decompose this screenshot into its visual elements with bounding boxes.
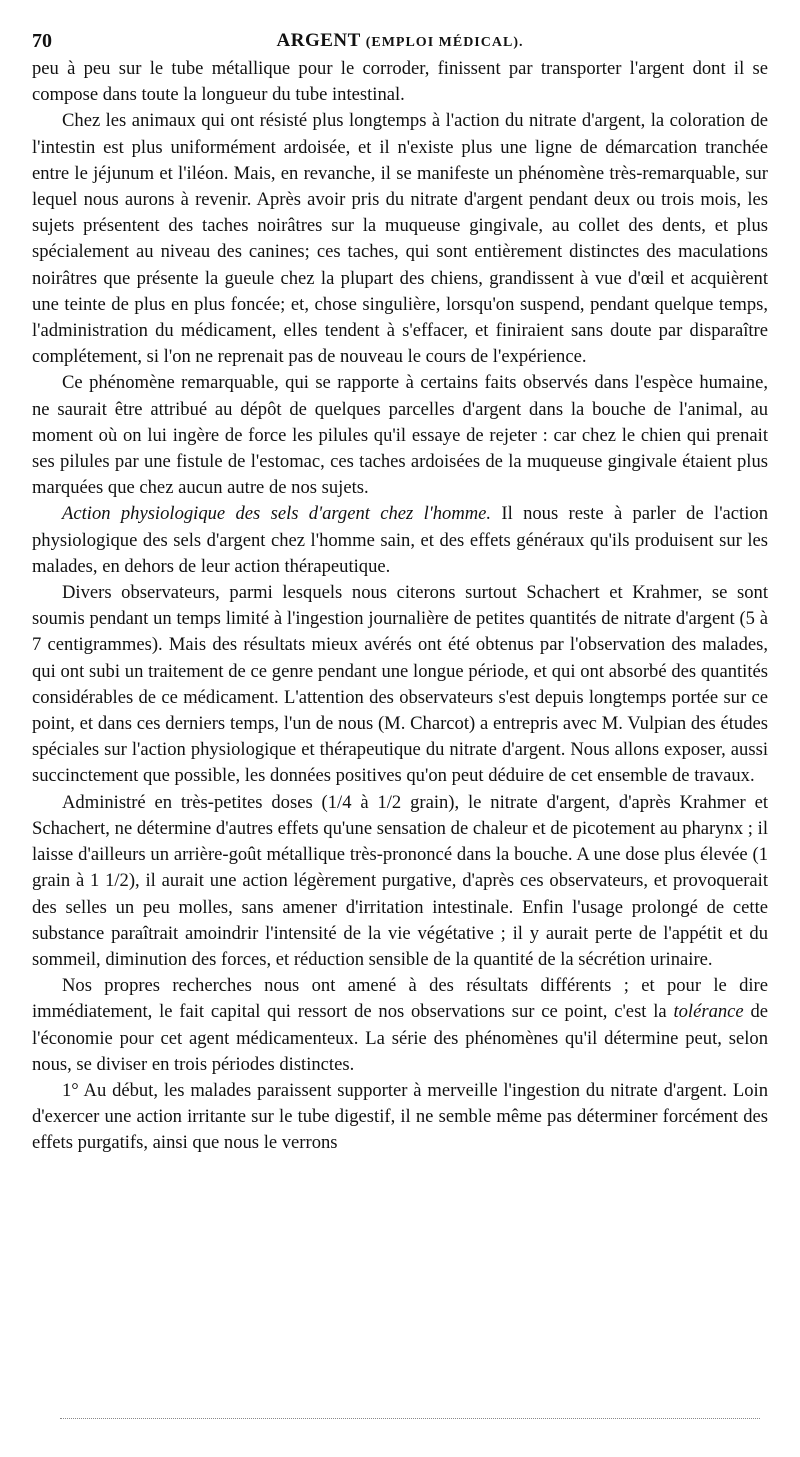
body-text bbox=[32, 56, 768, 1157]
paragraph-text: Il nous reste à parler de l'action physiologique des sels d'argent chez l'homme sain, et des effets généraux qu'ils produisent sur les malades, en dehors de leur action thérapeutique. bbox=[32, 503, 768, 577]
paragraph-text: de l'économie pour cet agent médicamenteux. La série des phénomènes qu'il détermine peut, selon nous, se diviser en trois périodes distinctes. bbox=[32, 1001, 769, 1075]
paragraph-text: Nos propres recherches nous ont amené à des résultats différents ; et pour le dire immédiatement, le fait capital qui ressort de nos observations sur ce point, c'est la bbox=[32, 975, 768, 1023]
bottom-rule bbox=[60, 1418, 760, 1419]
paragraph-text: Divers observateurs, parmi lesquels nous citerons surtout Schachert et Krahmer, se sont soumis pendant un temps limité à l'ingestion journalière de petites quantités de nitrate d'argent (5 à 7 centigrammes). Mais des résultats mieux avérés ont été obtenus par l'observation des malades, qui ont subi un traitement de ce genre pendant une longue période, et qui ont absorbé des quantités considérables de ce médicament. L'attention des observateurs s'est depuis longtemps portée sur ce point, et dans ces derniers temps, l'un de nous (M. Charcot) a entrepris avec M. Vulpian des études spéciales sur l'action physiologique et thérapeutique du nitrate d'argent. Nous allons exposer, aussi succinctement que possible, les données positives qu'on peut déduire de cet ensemble de travaux. bbox=[32, 582, 768, 787]
paragraph bbox=[32, 580, 768, 790]
paragraph-text: peu à peu sur le tube métallique pour le corroder, finissent par transporter l'argent dont il se compose dans toute la longueur du tube intestinal. bbox=[32, 58, 768, 106]
paragraph-text: Administré en très-petites doses (1/4 à 1/2 grain), le nitrate d'argent, d'après Krahmer et Schachert, ne détermine d'autres effets qu'une sensation de chaleur et de picotement au pharynx ; il laisse d'ailleurs un arrière-goût métallique très-prononcé dans la bouche. A une dose plus élevée (1 grain à 1 1/2), il aurait une action légèrement purgative, d'après ces observateurs, et provoquerait des selles un peu molles, sans amener d'irritation intestinale. Enfin l'usage prolongé de cette substance paraîtrait amoindrir l'intensité de la vie végétative ; il y aurait perte de l'appétit et du sommeil, diminution des forces, et réduction sensible de la quantité de la sécrétion urinaire. bbox=[32, 791, 768, 970]
paragraph bbox=[32, 790, 768, 973]
page bbox=[32, 28, 768, 1157]
paragraph-text: Chez les animaux qui ont résisté plus longtemps à l'action du nitrate d'argent, la coloration de l'intestin est plus uniformément ardoisée, et il n'existe plus une ligne de démarcation tranchée entre le jéjunum et l'iléon. Mais, en revanche, il se manifeste un phénomène très-remarquable, sur lequel nous aurons à revenir. Après avoir pris du nitrate d'argent pendant deux ou trois mois, les sujets présentent des taches noirâtres sur la muqueuse gingivale, au collet des dents, et plus spécialement au niveau des canines; ces taches, qui sont entièrement distinctes des maculations noirâtres que présente la gueule chez la plupart des chiens, grandissent à vue d'œil et acquièrent une teinte de plus en plus foncée; et, chose singulière, lorsqu'on suspend, pendant quelque temps, l'administration du médicament, elles tendent à s'effacer, et finiraient sans doute par disparaître complétement, si l'on ne reprenait pas de nouveau le cours de l'expérience. bbox=[32, 110, 768, 368]
paragraph bbox=[32, 501, 768, 580]
running-title-main: ARGENT bbox=[276, 30, 361, 51]
running-title-sub: (EMPLOI MÉDICAL). bbox=[365, 35, 524, 50]
paragraph bbox=[32, 973, 768, 1078]
paragraph bbox=[32, 370, 768, 501]
page-number: 70 bbox=[32, 30, 52, 52]
italic-text: tolérance bbox=[673, 1001, 744, 1023]
running-header bbox=[32, 28, 768, 52]
italic-text: Action physiologique des sels d'argent chez l'homme. bbox=[62, 503, 492, 525]
paragraph bbox=[32, 108, 768, 370]
paragraph-text: Ce phénomène remarquable, qui se rapporte à certains faits observés dans l'espèce humaine, ne saurait être attribué au dépôt de quelques parcelles d'argent dans la bouche de l'animal, au moment où on lui ingère de force les pilules qu'il essaye de rejeter : car chez le chien qui prenait ses pilules par une fistule de l'estomac, ces taches ardoisées de la muqueuse gingivale étaient plus marquées que chez aucun autre de nos sujets. bbox=[32, 372, 768, 499]
paragraph-text: 1° Au début, les malades paraissent supporter à merveille l'ingestion du nitrate d'argent. Loin d'exercer une action irritante sur le tube digestif, il ne semble même pas déterminer forcément des effets purgatifs, ainsi que nous le verrons bbox=[32, 1079, 768, 1154]
paragraph bbox=[32, 1078, 768, 1157]
running-title bbox=[32, 28, 768, 56]
paragraph bbox=[32, 56, 768, 108]
